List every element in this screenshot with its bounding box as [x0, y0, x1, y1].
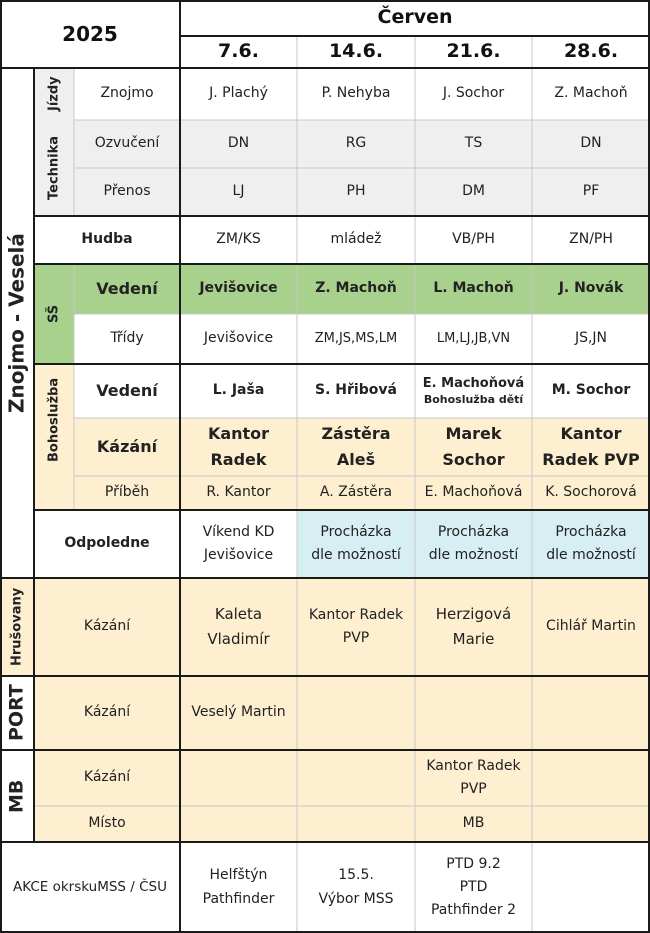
label-hrusovany-kazani: Kázání — [34, 578, 180, 676]
group-znojmo-vesela: Znojmo - Veselá — [0, 68, 34, 578]
cell-akce: Helfštýn Pathfinder — [180, 842, 297, 933]
label-mb-kazani: Kázání — [34, 750, 180, 806]
label-ozvuceni: Ozvučení — [74, 120, 180, 168]
cell-port-kazani — [297, 676, 415, 750]
date-header: 21.6. — [415, 36, 532, 68]
cell-tridy: JS,JN — [532, 314, 650, 364]
group-port: PORT — [0, 676, 34, 750]
cell-tridy: ZM,JS,MS,LM — [297, 314, 415, 364]
label-kazani: Kázání — [74, 418, 180, 476]
cell-ozvuceni: TS — [415, 120, 532, 168]
cell-mb-kazani — [297, 750, 415, 806]
cell-kazani: Kantor Radek PVP — [532, 418, 650, 476]
label-tridy: Třídy — [74, 314, 180, 364]
date-header: 14.6. — [297, 36, 415, 68]
cell-hudba: ZN/PH — [532, 216, 650, 264]
cell-odpoledne: Procházka dle možností — [532, 510, 650, 578]
label-pribeh: Příběh — [74, 476, 180, 510]
cell-prenos: PH — [297, 168, 415, 216]
cell-boh-vedeni: S. Hřibová — [297, 364, 415, 418]
year-cell: 2025 — [0, 0, 180, 68]
cell-znojmo: J. Plachý — [180, 68, 297, 120]
cell-boh-vedeni: L. Jaša — [180, 364, 297, 418]
cell-mb-misto: MB — [415, 806, 532, 842]
cell-ss-vedeni: Jevišovice — [180, 264, 297, 314]
group-jizdy: Jízdy — [34, 68, 74, 120]
label-hudba: Hudba — [34, 216, 180, 264]
cell-mb-kazani: Kantor Radek PVP — [415, 750, 532, 806]
boh-vedeni-note: Bohoslužba dětí — [423, 392, 524, 406]
group-ss: SŠ — [34, 264, 74, 364]
month-cell: Červen — [180, 0, 650, 36]
cell-znojmo: Z. Machoň — [532, 68, 650, 120]
cell-akce: 15.5. Výbor MSS — [297, 842, 415, 933]
cell-kazani: Kantor Radek — [180, 418, 297, 476]
cell-hrusovany-kazani: Kantor Radek PVP — [297, 578, 415, 676]
cell-kazani: Marek Sochor — [415, 418, 532, 476]
label-znojmo: Znojmo — [74, 68, 180, 120]
cell-port-kazani — [415, 676, 532, 750]
cell-ozvuceni: DN — [180, 120, 297, 168]
cell-odpoledne: Procházka dle možností — [415, 510, 532, 578]
label-ss-vedeni: Vedení — [74, 264, 180, 314]
cell-port-kazani — [532, 676, 650, 750]
date-header: 7.6. — [180, 36, 297, 68]
label-port-kazani: Kázání — [34, 676, 180, 750]
cell-hrusovany-kazani: Kaleta Vladimír — [180, 578, 297, 676]
cell-ss-vedeni: L. Machoň — [415, 264, 532, 314]
cell-ozvuceni: RG — [297, 120, 415, 168]
cell-ss-vedeni: J. Novák — [532, 264, 650, 314]
label-akce: AKCE okrskuMSS / ČSU — [0, 842, 180, 933]
cell-znojmo: P. Nehyba — [297, 68, 415, 120]
cell-odpoledne: Procházka dle možností — [297, 510, 415, 578]
group-mb: MB — [0, 750, 34, 842]
cell-akce — [532, 842, 650, 933]
cell-ss-vedeni: Z. Machoň — [297, 264, 415, 314]
label-mb-misto: Místo — [34, 806, 180, 842]
label-odpoledne: Odpoledne — [34, 510, 180, 578]
cell-boh-vedeni — [415, 364, 532, 418]
cell-tridy: Jevišovice — [180, 314, 297, 364]
cell-hrusovany-kazani: Cihlář Martin — [532, 578, 650, 676]
cell-znojmo: J. Sochor — [415, 68, 532, 120]
cell-hrusovany-kazani: Herzigová Marie — [415, 578, 532, 676]
cell-pribeh: K. Sochorová — [532, 476, 650, 510]
group-bohosluzba-filler — [34, 476, 74, 510]
cell-tridy: LM,LJ,JB,VN — [415, 314, 532, 364]
cell-boh-vedeni: M. Sochor — [532, 364, 650, 418]
group-bohosluzba: Bohoslužba — [34, 364, 74, 476]
cell-odpoledne: Víkend KD Jevišovice — [180, 510, 297, 578]
group-technika: Technika — [34, 120, 74, 216]
cell-mb-misto — [297, 806, 415, 842]
cell-prenos: LJ — [180, 168, 297, 216]
cell-pribeh: A. Zástěra — [297, 476, 415, 510]
cell-hudba: ZM/KS — [180, 216, 297, 264]
cell-ozvuceni: DN — [532, 120, 650, 168]
cell-mb-kazani — [532, 750, 650, 806]
cell-pribeh: E. Machoňová — [415, 476, 532, 510]
cell-kazani: Zástěra Aleš — [297, 418, 415, 476]
cell-prenos: DM — [415, 168, 532, 216]
label-boh-vedeni: Vedení — [74, 364, 180, 418]
cell-hudba: mládež — [297, 216, 415, 264]
cell-mb-misto — [180, 806, 297, 842]
label-prenos: Přenos — [74, 168, 180, 216]
date-header: 28.6. — [532, 36, 650, 68]
cell-hudba: VB/PH — [415, 216, 532, 264]
cell-prenos: PF — [532, 168, 650, 216]
cell-mb-kazani — [180, 750, 297, 806]
boh-vedeni-name: E. Machoňová — [422, 375, 525, 391]
group-hrusovany: Hrušovany — [0, 578, 34, 676]
cell-mb-misto — [532, 806, 650, 842]
cell-pribeh: R. Kantor — [180, 476, 297, 510]
cell-akce: PTD 9.2 PTD Pathfinder 2 — [415, 842, 532, 933]
cell-port-kazani: Veselý Martin — [180, 676, 297, 750]
